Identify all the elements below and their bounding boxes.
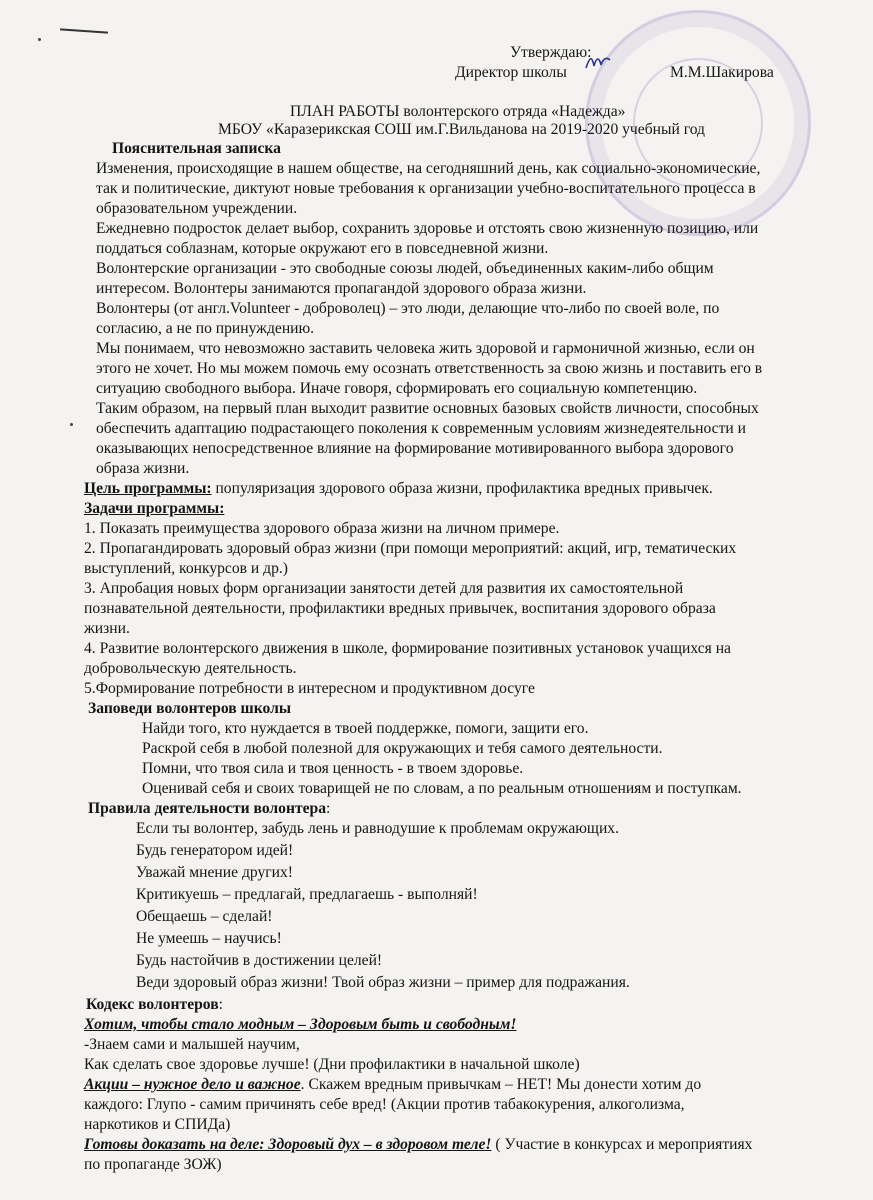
explanatory-line: Волонтеры (от англ.Volunteer - доброволец) – это люди, делающие что-либо по своей воле, по: [96, 300, 720, 317]
explanatory-line: Ежедневно подросток делает выбор, сохранить здоровье и отстоять свою жизненную позицию, или: [96, 220, 759, 237]
task-line: 1. Показать преимущества здорового образа жизни на личном примере.: [84, 520, 560, 537]
task-line: 3. Апробация новых форм организации занятости детей для развития их самостоятельной: [84, 580, 684, 597]
goal-label: Цель программы:: [84, 480, 212, 497]
task-line: выступлений, конкурсов и др.): [84, 560, 288, 577]
task-line: 4. Развитие волонтерского движения в школе, формирование позитивных установок учащихся на: [84, 640, 731, 657]
director-line: [455, 64, 785, 81]
explanatory-line: Мы понимаем, что невозможно заставить человека жить здоровой и гармоничной жизнью, если он: [96, 340, 755, 357]
codex-slogan-rest: . Скажем вредным привычкам – НЕТ! Мы донести хотим до: [300, 1076, 702, 1093]
explanatory-line: оказывающих непосредственное влияние на формирование мотивированного выбора здорового: [96, 440, 734, 457]
approval-label: Утверждаю:: [510, 44, 592, 61]
codex-line: Как сделать свое здоровье лучше! (Дни профилактики в начальной школе): [84, 1056, 580, 1073]
codex-slogan: Хотим, чтобы стало модным – Здоровым быть и свободным!: [84, 1016, 517, 1033]
commandment-item: Раскрой себя в любой полезной для окружающих и тебя самого деятельности.: [142, 740, 663, 757]
explanatory-line: образа жизни.: [96, 460, 190, 477]
explanatory-line: обеспечить адаптацию подрастающего поколения к современным условиям жизнедеятельности и: [96, 420, 746, 437]
program-goal: [84, 480, 713, 497]
rule-item: Будь настойчив в достижении целей!: [136, 952, 383, 969]
task-line: жизни.: [84, 620, 130, 637]
codex-line: наркотиков и СПИДа): [84, 1116, 231, 1133]
commandment-item: Найди того, кто нуждается в твоей поддержке, помоги, защити его.: [142, 720, 589, 737]
scan-dot: [38, 38, 41, 41]
plan-title: ПЛАН РАБОТЫ волонтерского отряда «Надежда»: [290, 103, 626, 120]
explanatory-line: так и политические, диктуют новые требования к организации учебно-воспитательного процесса в: [96, 180, 756, 197]
commandment-item: Оценивай себя и своих товарищей не по словам, а по реальным отношениям и поступкам.: [142, 780, 742, 797]
explanatory-line: Изменения, происходящие в нашем обществе, на сегодняшний день, как социально-экономические,: [96, 160, 761, 177]
task-line: 2. Пропагандировать здоровый образ жизни (при помощи мероприятий: акций, игр, тематических: [84, 540, 737, 557]
rules-heading: [88, 800, 330, 817]
codex-slogan: Акции – нужное дело и важное: [84, 1076, 301, 1093]
codex-line: по пропаганде ЗОЖ): [84, 1156, 222, 1173]
goal-text: популяризация здорового образа жизни, профилактика вредных привычек.: [211, 480, 713, 497]
rule-item: Уважай мнение других!: [136, 864, 293, 881]
task-line: добровольческую деятельность.: [84, 660, 297, 677]
rule-item: Веди здоровый образ жизни! Твой образ жизни – пример для подражания.: [136, 974, 630, 991]
explanatory-line: Волонтерские организации - это свободные союзы людей, объединенных каким-либо общим: [96, 260, 714, 277]
codex-line: каждого: Глупо - самим причинять себе вред! (Акции против табакокурения, алкоголизма,: [84, 1096, 685, 1113]
rule-item: Критикуешь – предлагай, предлагаешь - выполняй!: [136, 886, 478, 903]
codex-slogan-rest: ( Участие в конкурсах и мероприятиях: [491, 1136, 753, 1153]
commandment-item: Помни, что твоя сила и твоя ценность - в твоем здоровье.: [142, 760, 524, 777]
scan-edge-mark: [60, 28, 108, 33]
codex-heading: [86, 996, 223, 1013]
plan-subtitle: МБОУ «Каразерикская СОШ им.Г.Вильданова на 2019-2020 учебный год: [218, 121, 705, 138]
codex-line: [84, 1076, 701, 1093]
task-line: познавательной деятельности, профилактики вредных привычек, воспитания здорового образа: [84, 600, 716, 617]
rule-item: Не умеешь – научись!: [136, 930, 282, 947]
explanatory-line: согласию, а не по принуждению.: [96, 320, 315, 337]
rule-item: Будь генератором идей!: [136, 842, 294, 859]
codex-slogan: Готовы доказать на деле: Здоровый дух – в здоровом теле!: [84, 1136, 492, 1153]
director-title: Директор школы: [455, 64, 567, 81]
explanatory-line: ситуацию свободного выбора. Иначе говоря, сформировать его социальную компетенцию.: [96, 380, 698, 397]
tasks-heading: Задачи программы:: [84, 500, 225, 517]
rule-item: Если ты волонтер, забудь лень и равнодушие к проблемам окружающих.: [136, 820, 619, 837]
explanatory-line: образовательном учреждении.: [96, 200, 298, 217]
explanatory-line: поддаться соблазнам, которые окружают его в повседневной жизни.: [96, 240, 549, 257]
codex-heading-colon: :: [218, 996, 223, 1013]
task-line: 5.Формирование потребности в интересном и продуктивном досуге: [84, 680, 535, 697]
explanatory-line: Таким образом, на первый план выходит развитие основных базовых свойств личности, способных: [96, 400, 759, 417]
codex-line: -Знаем сами и малышей научим,: [84, 1036, 300, 1053]
director-name: М.М.Шакирова: [670, 64, 774, 81]
rules-heading-label: Правила деятельности волонтера: [88, 800, 327, 817]
rule-item: Обещаешь – сделай!: [136, 908, 273, 925]
explanatory-heading: Пояснительная записка: [112, 140, 281, 157]
codex-heading-label: Кодекс волонтеров: [86, 996, 219, 1013]
commandments-heading: Заповеди волонтеров школы: [88, 700, 291, 717]
explanatory-line: этого не хочет. Но мы можем помочь ему осознать ответственность за свою жизнь и поставить его в: [96, 360, 763, 377]
rules-heading-colon: :: [326, 800, 331, 817]
codex-line: [84, 1136, 752, 1153]
explanatory-line: интересом. Волонтеры занимаются пропагандой здорового образа жизни.: [96, 280, 587, 297]
scan-dot: [70, 423, 73, 426]
